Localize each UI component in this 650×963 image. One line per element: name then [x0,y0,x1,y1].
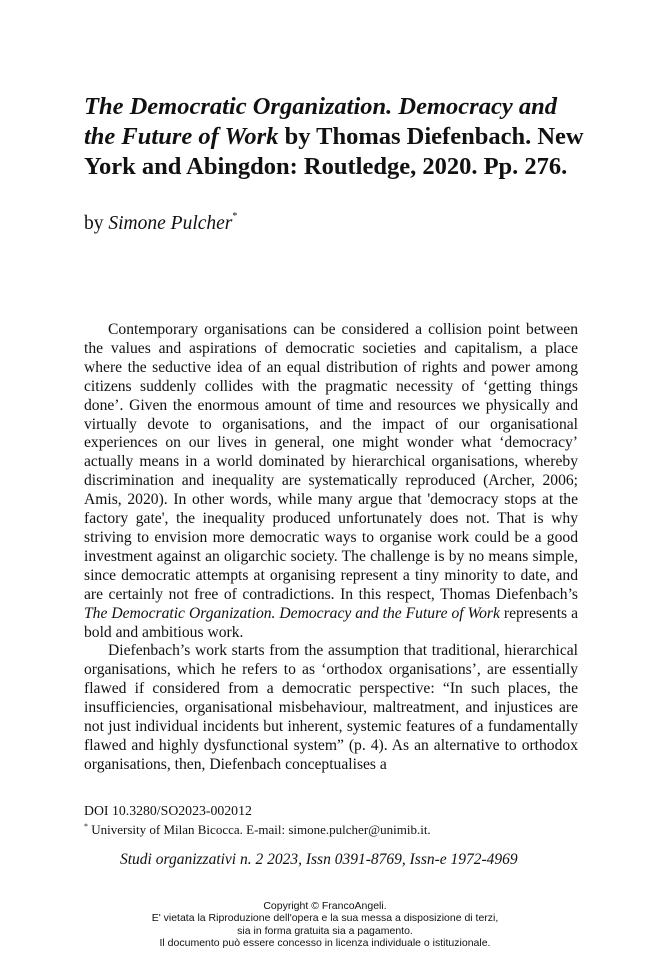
copyright-line-2: E' vietata la Riproduzione dell'opera e la sua messa a disposizione di terzi, [151,912,499,925]
title-publication-info: by Thomas Diefenbach. New York and Abingdon: Routledge, 2020. Pp. 276. [84,123,584,180]
author-footnote-mark: * [232,211,238,222]
paragraph-2-text: Diefenbach’s work starts from the assumption that traditional, hierarchical organisations, which he refers to as ‘orthodox organisations’, are essentially flawed if considered from a democratic perspective: “In such places, the insufficiencies, organisational misbehaviour, maltreatment, and injustices are not just individual incidents but inherent, systemic features of a fundamentally flawed and highly dysfunctional system” (p. 4). As an alternative to orthodox organisations, then, Diefenbach conceptualises a [84,642,578,773]
copyright-line-3: sia in forma gratuita sia a pagamento. [237,924,413,937]
copyright-line-4: Il documento può essere concesso in licenza individuale o istituzionale. [159,936,491,949]
book-title: The Democratic Organization. Democracy and the Future of Work [84,93,557,150]
doi: DOI 10.3280/SO2023-002012 [84,803,252,818]
article-body [84,321,578,775]
paragraph-1-book-title: The Democratic Organization. Democracy and the Future of Work [84,604,500,622]
byline-prefix: by [84,213,109,234]
footnote-text: University of Milan Bicocca. E-mail: simone.pulcher@unimib.it. [88,822,431,837]
copyright-notice [0,900,650,949]
paragraph-1-text: Contemporary organisations can be considered a collision point between the values and aspirations of democratic societies and capitalism, a place where the seductive idea of an equal distribution of rights and power among citizens suddenly collides with the pragmatic necessity of ‘getting things done’. Given the enormous amount of time and resources we physically and virtually devote to organisations, and the impact of our organisational experiences on our lives in general, one might wonder what ‘democracy’ actually means in a world dominated by hierarchical organisations, whereby discrimination and inequality are systematically reproduced (Archer, 2006; Amis, 2020). In other words, while many argue that 'democracy stops at the factory gate', the inequality produced unfortunately does not. That is why striving to envision more democratic ways to organise work could be a good investment against an oligarchic society. The challenge is by no means simple, since democratic attempts at organising represent a tiny minority to date, and are certainly not free of contradictions. In this respect, Thomas Diefenbach’s [84,321,578,603]
byline [84,213,237,235]
journal-citation: Studi organizzativi n. 2 2023, Issn 0391-8769, Issn-e 1972-4969 [120,851,518,868]
footnote-mark: * [84,822,88,831]
paragraph-1-end: represents a bold and ambitious work. [84,604,578,641]
copyright-line-1: Copyright © FrancoAngeli. [263,900,387,912]
author-name: Simone Pulcher [108,213,233,234]
article-title [84,92,584,182]
author-footnote [84,822,431,838]
paragraph-2 [84,642,578,774]
paragraph-1 [84,321,578,642]
